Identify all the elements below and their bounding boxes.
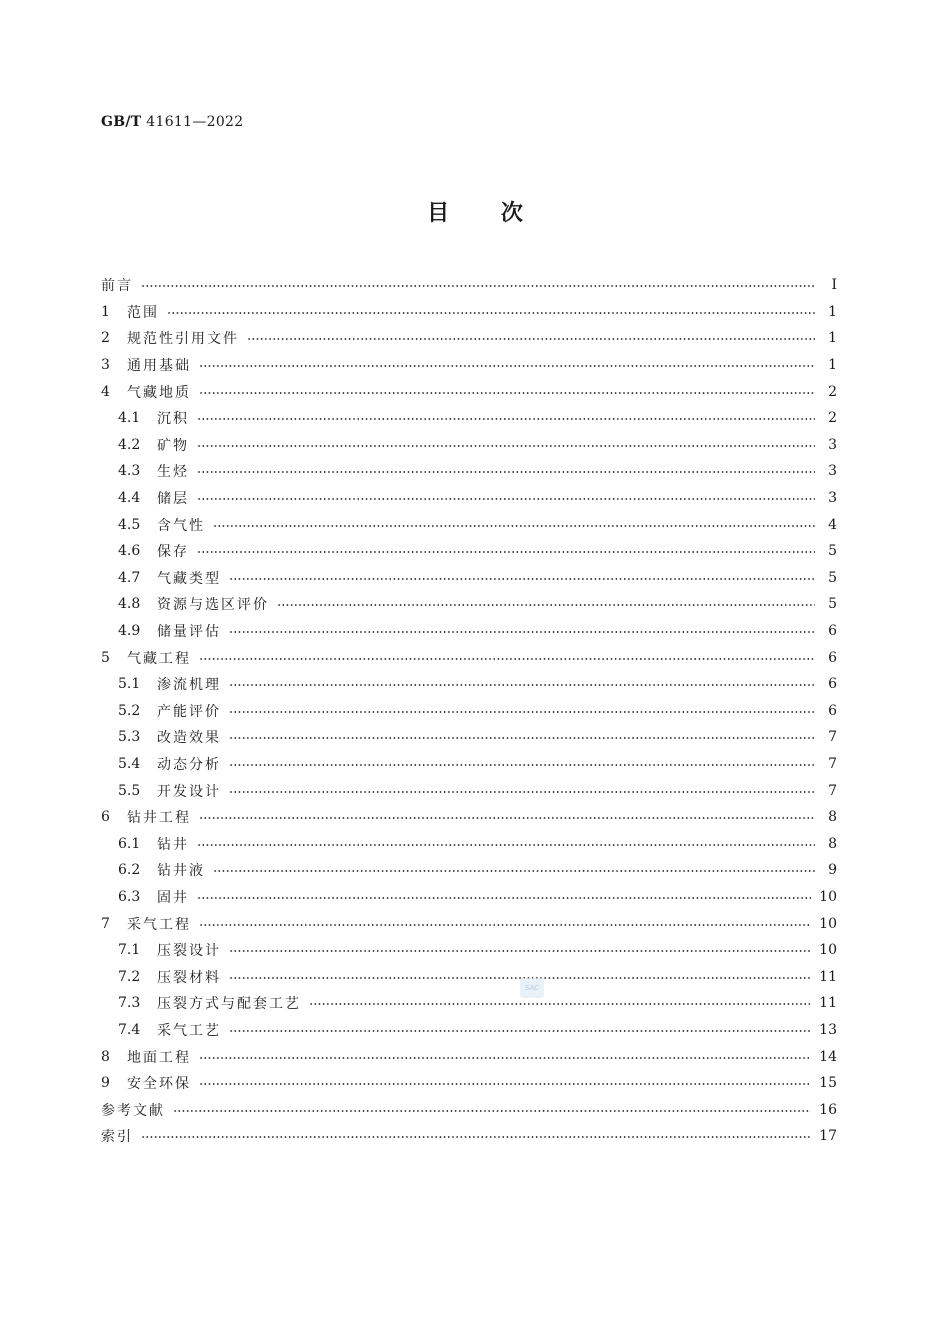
toc-entry-number: 1: [101, 303, 110, 320]
toc-entry-number: 7: [101, 915, 110, 932]
toc-dot-leader: [229, 737, 815, 739]
toc-entry-label: 采气工程: [127, 916, 191, 933]
toc-entry-number: 4: [101, 383, 110, 400]
toc-entry-number: 4.5: [118, 516, 141, 533]
toc-entry-page: 14: [819, 1048, 837, 1065]
toc-dot-leader: [199, 924, 811, 926]
toc-dot-leader: [141, 285, 815, 287]
toc-entry[interactable]: [101, 272, 837, 299]
toc-dot-leader: [229, 791, 815, 793]
toc-entry-number: 3: [101, 357, 110, 374]
toc-dot-leader: [197, 498, 815, 500]
toc-entry-label: 规范性引用文件: [127, 331, 239, 348]
toc-entry-label: 储层: [157, 491, 189, 508]
toc-entry[interactable]: [101, 910, 837, 937]
toc-entry-label: 改造效果: [157, 730, 221, 747]
toc-entry-number: 4.4: [118, 490, 141, 507]
toc-entry-label: 参考文献: [101, 1102, 165, 1119]
toc-entry-page: 10: [819, 888, 837, 905]
page-title: [0, 196, 950, 227]
toc-entry-label: 动态分析: [157, 756, 221, 773]
toc-entry-number: 5.5: [118, 782, 141, 799]
toc-entry[interactable]: [101, 352, 837, 379]
toc-entry[interactable]: [101, 511, 837, 538]
toc-dot-leader: [229, 578, 815, 580]
toc-entry-number: 4.3: [118, 463, 141, 480]
toc-entry-number: 8: [101, 1048, 110, 1065]
toc-entry-number: 4.7: [118, 569, 141, 586]
toc-entry-number: 7.4: [118, 1021, 141, 1038]
toc-entry[interactable]: [101, 405, 837, 432]
toc-entry-page: 3: [828, 490, 837, 507]
toc-dot-leader: [229, 764, 815, 766]
toc-entry-number: 4.2: [118, 436, 141, 453]
toc-dot-leader: [229, 684, 815, 686]
title-char-2: 次: [500, 201, 523, 226]
toc-entry-number: 5.2: [118, 702, 141, 719]
toc-dot-leader: [197, 418, 815, 420]
toc-entry-number: 5: [101, 649, 110, 666]
standard-code: [101, 114, 243, 130]
toc-entry-page: 6: [828, 623, 837, 640]
toc-dot-leader: [197, 897, 811, 899]
toc-entry[interactable]: [101, 857, 837, 884]
toc-entry-page: 6: [828, 702, 837, 719]
toc-entry-page: 11: [819, 968, 837, 985]
toc-entry-page: 9: [828, 862, 837, 879]
toc-entry-label: 压裂设计: [157, 943, 221, 960]
toc-entry-label: 含气性: [157, 517, 205, 534]
toc-entry[interactable]: [101, 963, 837, 990]
toc-dot-leader: [199, 1083, 811, 1085]
toc-entry-page: 5: [828, 596, 837, 613]
toc-entry-number: 9: [101, 1075, 110, 1092]
toc-entry-label: 储量评估: [157, 624, 221, 641]
toc-entry-number: 4.6: [118, 543, 141, 560]
toc-entry[interactable]: [101, 990, 837, 1017]
toc-entry-page: 6: [828, 649, 837, 666]
toc-dot-leader: [229, 1030, 811, 1032]
toc-entry[interactable]: [101, 884, 837, 911]
toc-entry[interactable]: [101, 830, 837, 857]
toc-entry-label: 资源与选区评价: [157, 597, 269, 614]
toc-dot-leader: [229, 711, 815, 713]
toc-entry[interactable]: [101, 1123, 837, 1150]
toc-dot-leader: [199, 817, 815, 819]
standard-number: 41611—2022: [146, 114, 244, 130]
toc-entry-number: 6.2: [118, 862, 141, 879]
toc-entry[interactable]: [101, 299, 837, 326]
toc-entry-number: 6: [101, 809, 110, 826]
standard-prefix: GB/T: [101, 114, 142, 130]
toc-entry-number: 4.8: [118, 596, 141, 613]
title-char-1: 目: [427, 201, 450, 226]
toc-entry-label: 气藏工程: [127, 650, 191, 667]
toc-entry[interactable]: [101, 777, 837, 804]
toc-dot-leader: [229, 950, 811, 952]
toc-dot-leader: [199, 365, 815, 367]
toc-entry-label: 压裂材料: [157, 969, 221, 986]
toc-entry[interactable]: [101, 458, 837, 485]
toc-entry-number: 4.9: [118, 623, 141, 640]
toc-entry[interactable]: [101, 671, 837, 698]
toc-entry-label: 地面工程: [127, 1049, 191, 1066]
toc-dot-leader: [199, 392, 815, 394]
toc-entry-page: 3: [828, 463, 837, 480]
toc-entry-label: 采气工艺: [157, 1022, 221, 1039]
toc-dot-leader: [197, 471, 815, 473]
toc-entry-number: 4.1: [118, 410, 141, 427]
toc-dot-leader: [197, 844, 815, 846]
toc-entry-page: 1: [828, 303, 837, 320]
toc-entry[interactable]: [101, 1043, 837, 1070]
toc-entry-number: 5.4: [118, 755, 141, 772]
toc-entry-label: 产能评价: [157, 703, 221, 720]
toc-entry-label: 索引: [101, 1129, 133, 1146]
toc-entry-page: 15: [819, 1075, 837, 1092]
toc-dot-leader: [247, 338, 815, 340]
toc-entry-label: 气藏类型: [157, 570, 221, 587]
toc-entry-page: 3: [828, 436, 837, 453]
toc-entry-page: 5: [828, 569, 837, 586]
toc-entry-page: 7: [828, 782, 837, 799]
toc-entry-number: 5.1: [118, 676, 141, 693]
toc-entry-label: 钻井工程: [127, 810, 191, 827]
toc-entry[interactable]: [101, 618, 837, 645]
toc-entry-label: 气藏地质: [127, 384, 191, 401]
toc-entry-number: 7.1: [118, 942, 141, 959]
toc-entry-number: 6.3: [118, 888, 141, 905]
toc-entry-number: 7.2: [118, 968, 141, 985]
toc-entry-label: 矿物: [157, 437, 189, 454]
toc-entry[interactable]: [101, 698, 837, 725]
toc-entry-page: 7: [828, 729, 837, 746]
toc-entry-page: 10: [819, 915, 837, 932]
toc-entry-page: 8: [828, 835, 837, 852]
table-of-contents: [101, 272, 837, 1150]
toc-entry-label: 渗流机理: [157, 677, 221, 694]
toc-entry-page: 2: [828, 383, 837, 400]
toc-entry-label: 沉积: [157, 411, 189, 428]
toc-entry-number: 7.3: [118, 995, 141, 1012]
toc-entry-page: 5: [828, 543, 837, 560]
toc-entry-label: 通用基础: [127, 358, 191, 375]
toc-dot-leader: [141, 1136, 811, 1138]
toc-dot-leader: [277, 604, 815, 606]
toc-entry-page: 17: [819, 1128, 837, 1145]
toc-entry-page: Ⅰ: [831, 277, 837, 294]
toc-entry[interactable]: [101, 724, 837, 751]
toc-entry-page: 7: [828, 755, 837, 772]
toc-entry-page: 6: [828, 676, 837, 693]
toc-entry[interactable]: [101, 937, 837, 964]
toc-entry-label: 固井: [157, 889, 189, 906]
toc-entry-number: 2: [101, 330, 110, 347]
toc-entry-page: 13: [819, 1021, 837, 1038]
toc-entry-page: 2: [828, 410, 837, 427]
toc-entry[interactable]: [101, 325, 837, 352]
toc-dot-leader: [213, 870, 815, 872]
toc-entry-label: 安全环保: [127, 1076, 191, 1093]
toc-entry[interactable]: [101, 644, 837, 671]
toc-entry-label: 保存: [157, 544, 189, 561]
toc-entry-page: 11: [819, 995, 837, 1012]
toc-entry[interactable]: [101, 591, 837, 618]
toc-entry[interactable]: [101, 751, 837, 778]
toc-dot-leader: [309, 1003, 811, 1005]
toc-dot-leader: [229, 631, 815, 633]
toc-entry-label: 前言: [101, 278, 133, 295]
toc-entry[interactable]: [101, 485, 837, 512]
watermark-logo: SAC: [520, 978, 544, 998]
toc-entry-label: 钻井液: [157, 863, 205, 880]
toc-entry-label: 压裂方式与配套工艺: [157, 996, 301, 1013]
toc-dot-leader: [199, 1057, 811, 1059]
toc-entry[interactable]: [101, 1096, 837, 1123]
toc-dot-leader: [197, 551, 815, 553]
toc-dot-leader: [197, 445, 815, 447]
toc-entry[interactable]: [101, 378, 837, 405]
toc-entry-page: 1: [828, 357, 837, 374]
toc-entry-page: 16: [819, 1101, 837, 1118]
toc-entry-page: 8: [828, 809, 837, 826]
toc-entry-label: 生烃: [157, 464, 189, 481]
toc-entry-label: 钻井: [157, 836, 189, 853]
toc-entry-number: 5.3: [118, 729, 141, 746]
toc-entry[interactable]: [101, 538, 837, 565]
toc-entry-label: 开发设计: [157, 783, 221, 800]
toc-entry[interactable]: [101, 1070, 837, 1097]
toc-entry-label: 范围: [127, 304, 159, 321]
toc-dot-leader: [173, 1110, 811, 1112]
toc-entry-page: 1: [828, 330, 837, 347]
toc-entry[interactable]: [101, 565, 837, 592]
toc-entry-page: 4: [828, 516, 837, 533]
toc-entry[interactable]: [101, 1017, 837, 1044]
toc-entry[interactable]: [101, 804, 837, 831]
toc-entry[interactable]: [101, 432, 837, 459]
toc-entry-number: 6.1: [118, 835, 141, 852]
toc-dot-leader: [199, 658, 815, 660]
toc-dot-leader: [167, 312, 815, 314]
toc-entry-page: 10: [819, 942, 837, 959]
toc-dot-leader: [213, 525, 815, 527]
